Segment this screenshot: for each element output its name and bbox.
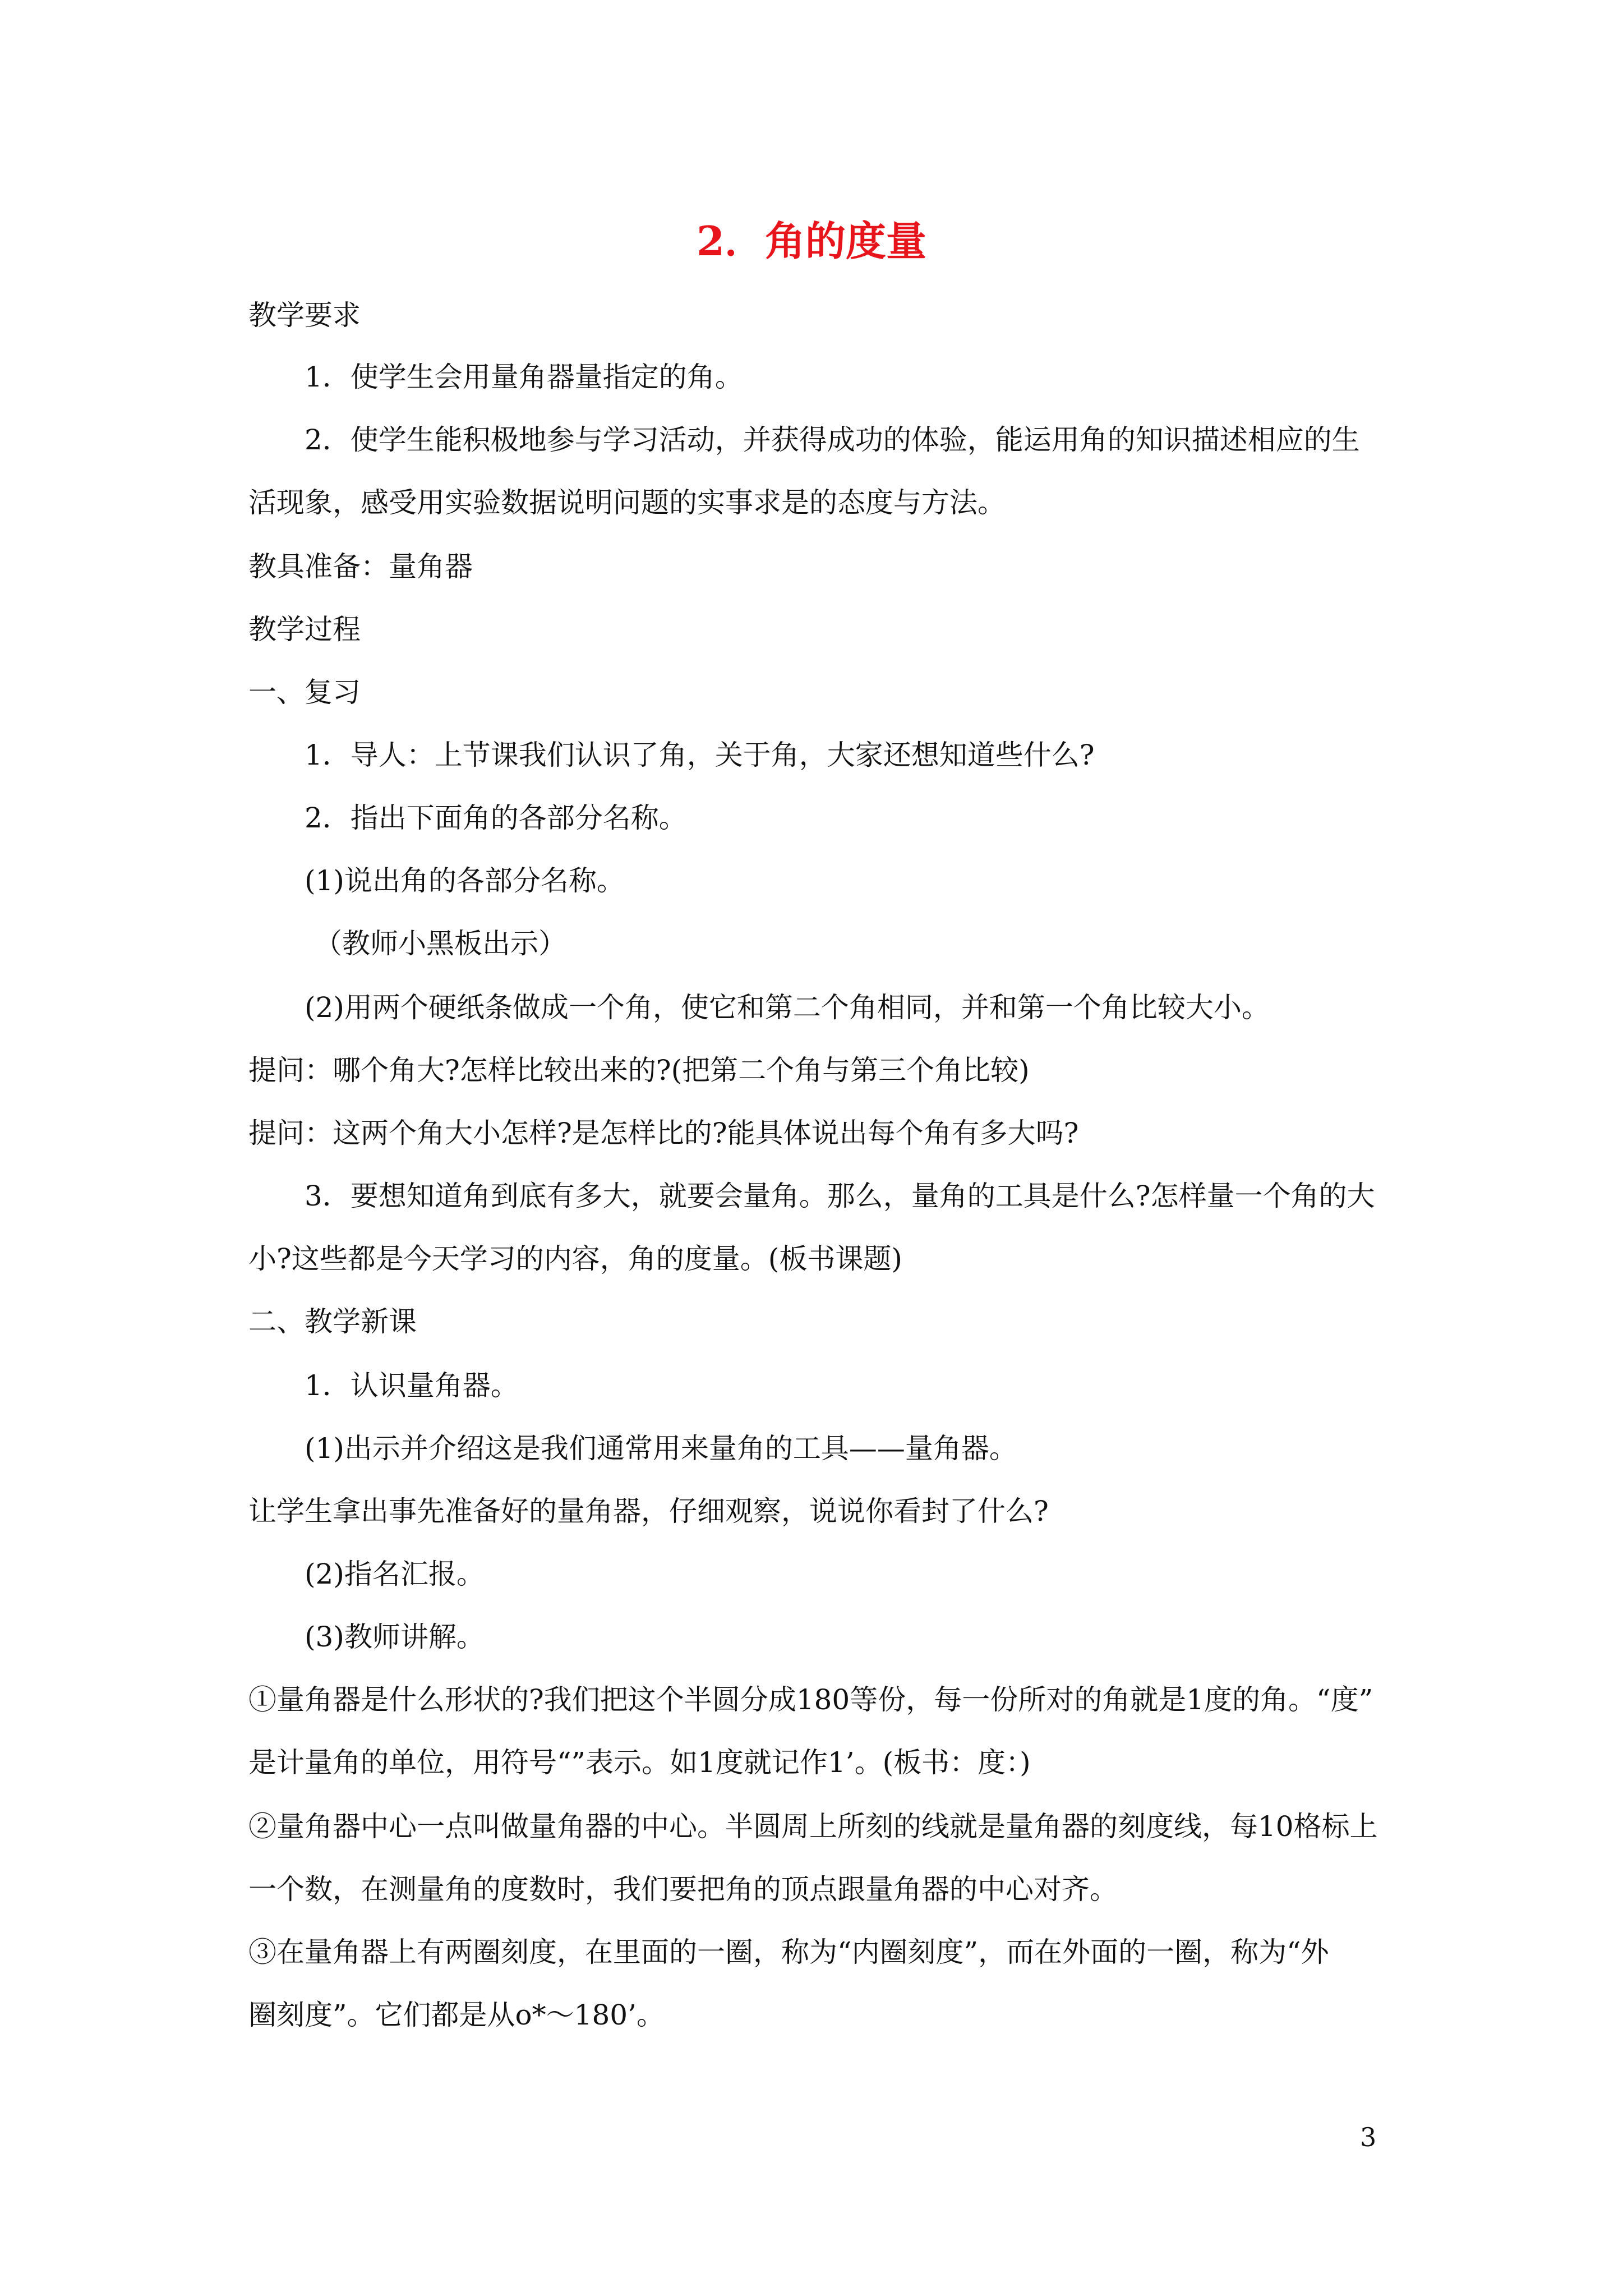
paragraph: 2．使学生能积极地参与学习活动，并获得成功的体验，能运用角的知识描述相应的生 (305, 424, 1360, 456)
question: 提问：这两个角大小怎样?是怎样比的?能具体说出每个角有多大吗? (248, 1117, 1079, 1149)
paragraph: ③在量角器上有两圈刻度，在里面的一圈，称为“内圈刻度”，而在外面的一圈，称为“外 (248, 1936, 1329, 1968)
question: 提问：哪个角大?怎样比较出来的?(把第二个角与第三个角比较) (248, 1054, 1030, 1087)
paragraph: 1．使学生会用量角器量指定的角。 (305, 361, 743, 393)
paragraph-continued: 一个数，在测量角的度数时，我们要把角的顶点跟量角器的中心对齐。 (248, 1873, 1118, 1906)
paragraph: (3)教师讲解。 (305, 1621, 485, 1653)
paragraph: 2．指出下面角的各部分名称。 (305, 802, 687, 834)
teaching-aids: 教具准备：量角器 (248, 550, 473, 583)
paragraph: (1)说出角的各部分名称。 (305, 864, 625, 897)
section-heading-new-lesson: 二、教学新课 (248, 1305, 417, 1338)
paragraph: (2)用两个硬纸条做成一个角，使它和第二个角相同，并和第一个角比较大小。 (305, 991, 1270, 1024)
paragraph: 1．导人：上节课我们认识了角，关于角，大家还想知道些什么? (305, 739, 1095, 771)
paragraph: 1．认识量角器。 (305, 1369, 519, 1402)
paragraph-continued: 活现象，感受用实验数据说明问题的实事求是的态度与方法。 (248, 486, 1006, 519)
paragraph: （教师小黑板出示） (314, 927, 566, 960)
paragraph-continued: 是计量角的单位，用符号“”表示。如1度就记作1’。(板书：度：) (248, 1746, 1031, 1779)
section-heading-teaching-process: 教学过程 (248, 613, 361, 646)
section-heading-teaching-requirements: 教学要求 (248, 299, 361, 332)
paragraph: ①量角器是什么形状的?我们把这个半圆分成180等份，每一份所对的角就是1度的角。“度” (248, 1683, 1373, 1716)
page-number: 3 (1360, 2122, 1377, 2152)
paragraph-continued: 小?这些都是今天学习的内容，角的度量。(板书课题) (248, 1243, 902, 1275)
paragraph: 让学生拿出事先准备好的量角器，仔细观察，说说你看封了什么? (248, 1495, 1049, 1527)
paragraph: (1)出示并介绍这是我们通常用来量角的工具——量角器。 (305, 1432, 1017, 1465)
page-title: 2．角的度量 (696, 217, 927, 265)
paragraph: (2)指名汇报。 (305, 1558, 485, 1590)
paragraph-continued: 圈刻度”。它们都是从o*～180’。 (248, 1999, 665, 2031)
section-heading-review: 一、复习 (248, 676, 361, 708)
paragraph: ②量角器中心一点叫做量角器的中心。半圆周上所刻的线就是量角器的刻度线，每10格标上 (248, 1810, 1378, 1843)
paragraph: 3．要想知道角到底有多大，就要会量角。那么，量角的工具是什么?怎样量一个角的大 (305, 1180, 1375, 1212)
